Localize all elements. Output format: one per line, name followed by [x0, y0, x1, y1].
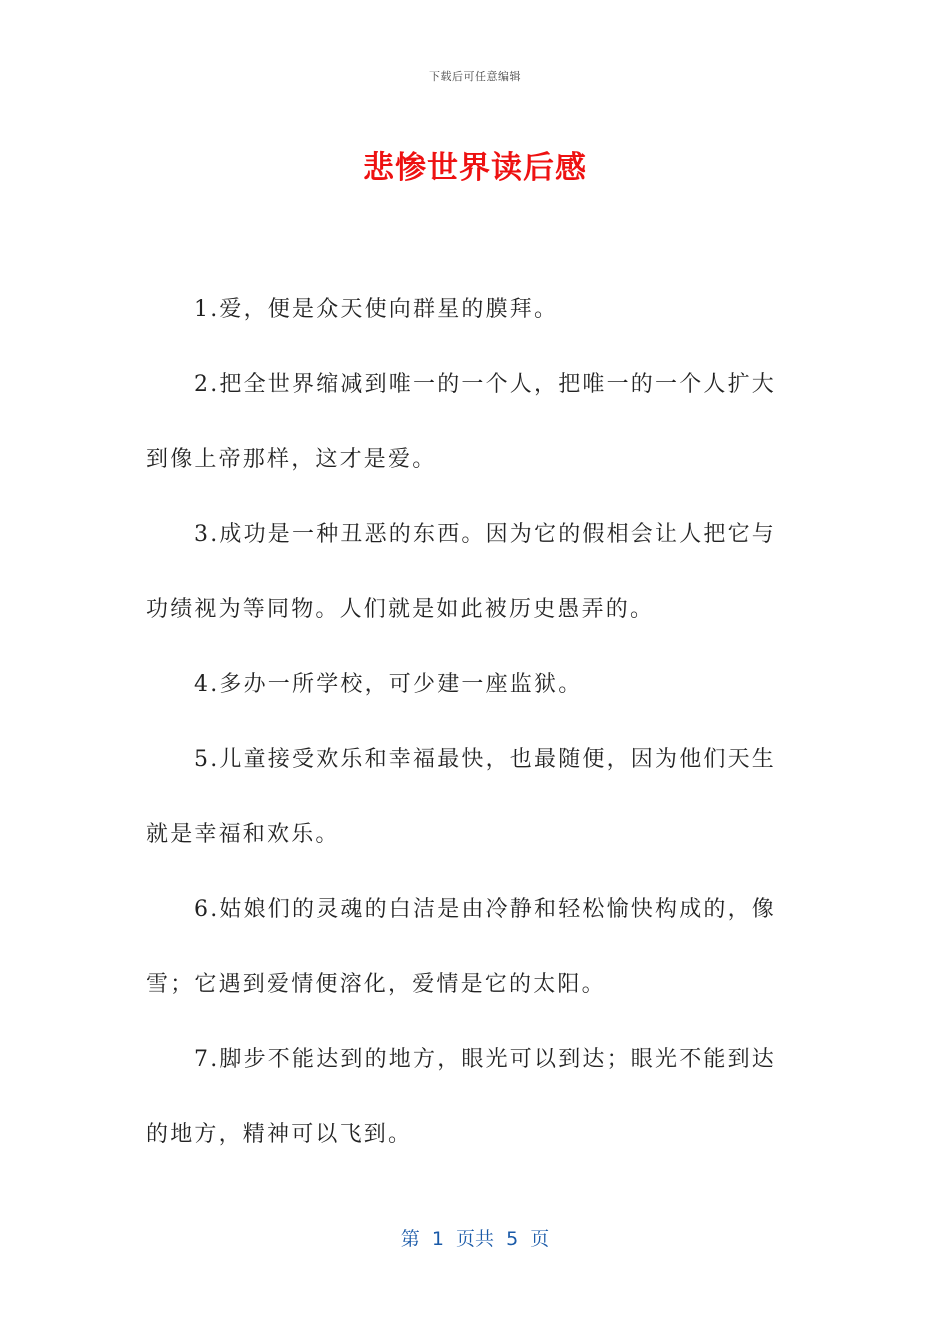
paragraph-4: 4.多办一所学校，可少建一座监狱。: [194, 672, 583, 697]
paragraph-5: 5.儿童接受欢乐和幸福最快，也最随便，因为他们天生就是幸福和欢乐。: [146, 747, 776, 847]
document-title: 悲惨世界读后感: [363, 150, 587, 186]
paragraph-3: 3.成功是一种丑恶的东西。因为它的假相会让人把它与功绩视为等同物。人们就是如此被历史愚弄的。: [146, 522, 776, 622]
paragraph-7: 7.脚步不能达到的地方，眼光可以到达；眼光不能到达的地方，精神可以飞到。: [146, 1047, 776, 1147]
header-note: 下载后可任意编辑: [429, 70, 521, 83]
paragraph-1: 1.爱，便是众天使向群星的膜拜。: [194, 297, 559, 322]
document-body: [146, 272, 794, 1172]
paragraph-6: 6.姑娘们的灵魂的白洁是由冷静和轻松愉快构成的，像雪；它遇到爱情便溶化，爱情是它的太阳。: [146, 897, 776, 997]
page-number-footer: 第 1 页共 5 页: [400, 1228, 550, 1250]
paragraph-2: 2.把全世界缩减到唯一的一个人，把唯一的一个人扩大到像上帝那样，这才是爱。: [146, 372, 776, 472]
